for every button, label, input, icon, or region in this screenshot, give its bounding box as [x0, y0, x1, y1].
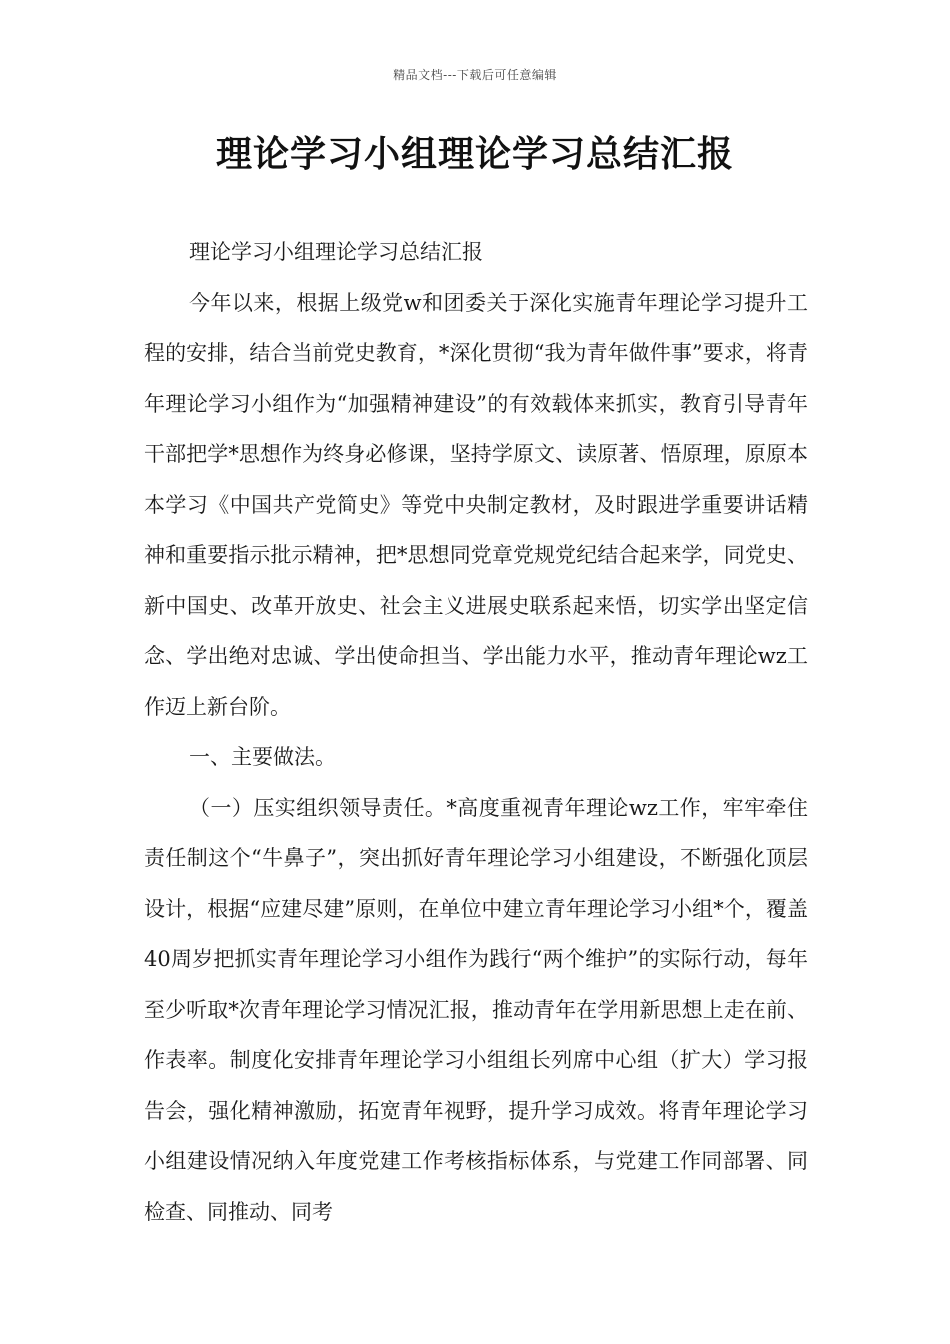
section-heading-main-practices: 一、主要做法。: [189, 745, 336, 769]
body-paragraph-subtitle: 理论学习小组理论学习总结汇报: [189, 240, 483, 264]
body-paragraph-intro: 今年以来，根据上级党w和团委关于深化实施青年理论学习提升工程的安排，结合当前党史教育，*深化贯彻“我为青年做件事”要求，将青年理论学习小组作为“加强精神建设”的有效载体来抓实，教育引导青年干部把学*思想作为终身必修课，坚持学原文、读原著、悟原理，原原本本学习《中国共产党简史》等党中央制定教材，及时跟进学重要讲话精神和重要指示批示精神，把*思想同党章党规党纪结合起来学，同党史、新中国史、改革开放史、社会主义进展史联系起来悟，切实学出坚定信念、学出绝对忠诚、学出使命担当、学出能力水平，推动青年理论wz工作迈上新台阶。: [144, 290, 808, 719]
body-paragraph-responsibility: （一）压实组织领导责任。*高度重视青年理论wz工作，牢牢牵住责任制这个“牛鼻子”，突出抓好青年理论学习小组建设，不断强化顶层设计，根据“应建尽建”原则，在单位中建立青年理论学习小组*个，覆盖40周岁把抓实青年理论学习小组作为践行“两个维护”的实际行动，每年至少听取*次青年理论学习情况汇报，推动青年在学用新思想上走在前、作表率。制度化安排青年理论学习小组组长列席中心组（扩大）学习报告会，强化精神激励，拓宽青年视野，提升学习成效。将青年理论学习小组建设情况纳入年度党建工作考核指标体系，与党建工作同部署、同检查、同推动、同考: [144, 795, 808, 1224]
document-body: [144, 227, 808, 1237]
document-title: 理论学习小组理论学习总结汇报: [215, 134, 734, 175]
header-note: 精品文档---下载后可任意编辑: [393, 68, 557, 82]
